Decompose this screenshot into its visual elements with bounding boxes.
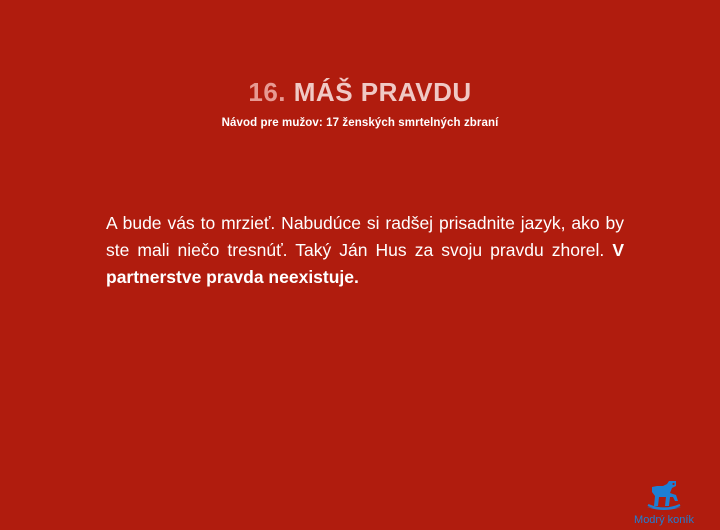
page-title — [0, 78, 720, 107]
watermark — [616, 479, 712, 526]
slide-title-main: MÁŠ PRAVDU — [293, 77, 472, 107]
body-paragraph — [106, 210, 624, 291]
slide-subtitle: Návod pre mužov: 17 ženských smrtelných zbraní — [221, 116, 499, 129]
body-paragraph-emphasis: V partnerstve pravda neexistuje. — [106, 239, 624, 287]
title-block — [0, 78, 720, 129]
body-block — [106, 192, 624, 308]
body-paragraph-text: A bude vás to mrzieť. Nabudúce si radšej prisadnite jazyk, ako by ste mali niečo tresnúť. Taký Ján Hus za svoju pravdu zhorel. — [106, 212, 624, 260]
slide-number: 16. — [248, 77, 287, 107]
rocking-horse-icon — [643, 479, 685, 513]
watermark-label: Modrý koník — [634, 514, 694, 526]
